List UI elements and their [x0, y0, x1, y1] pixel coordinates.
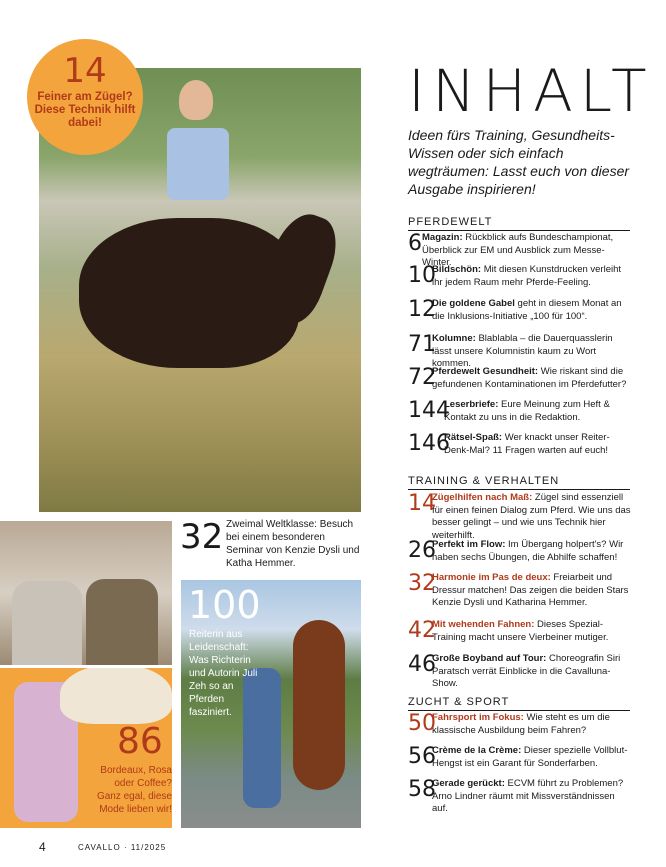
person-left [12, 581, 82, 665]
toc-entry[interactable] [408, 432, 632, 457]
toc-entry[interactable] [408, 745, 632, 770]
toc-heading: Zügelhilfen nach Maß: [432, 492, 533, 503]
feature-bubble [27, 39, 143, 155]
toc-heading: Die goldene Gabel [432, 298, 515, 309]
page-title: INHALT [408, 57, 654, 125]
caption-32-number: 32 [180, 517, 224, 557]
toc-description: Eure Meinung zum Heft & Kontakt zu uns in die Redaktion. [444, 399, 610, 423]
toc-page: 46 [408, 652, 436, 677]
caption-100-text: Reiterin aus Leidenschaft: Was Richterin und Autorin Juli Zeh so an Pferden fasziniert. [189, 629, 258, 718]
toc-description: Zügel sind essenziell für einen feinen Dialog zum Pferd. Wie uns das besser gelingt – und wie uns Technik hier weiterhilft. [432, 492, 631, 541]
toc-description: Wie steht es um die klassische Ausbildung beim Fahren? [432, 712, 610, 736]
chestnut-horse [293, 620, 345, 790]
photo-two-riders [0, 521, 172, 665]
toc-page: 50 [408, 711, 436, 736]
toc-page: 10 [408, 263, 436, 288]
toc-description: Dieser spezielle Vollblut-Hengst ist ein Garant für Sonderfarben. [432, 745, 628, 769]
toc-description: Dieses Spezial-Training macht unsere Vierbeiner mutiger. [432, 619, 609, 643]
rider-figure [167, 128, 229, 200]
toc-page: 72 [408, 365, 436, 390]
toc-heading: Große Boyband auf Tour: [432, 653, 547, 664]
toc-description: Rückblick aufs Bundeschampionat, Überblick zur EM und Ausblick zum Messe-Winter. [422, 232, 614, 268]
toc-description: Choreografin Siri Paratsch verrät Einblicke in die Cavalluna-Show. [432, 653, 621, 689]
toc-description: Blablabla – die Dauerquasslerin lässt unsere Kolumnistin kaum zu Wort kommen. [432, 333, 613, 369]
toc-entry[interactable] [408, 712, 632, 737]
caption-86-number: 86 [117, 721, 163, 762]
intro-text: Ideen fürs Training, Gesundheits-Wissen oder sich einfach wegträumen: Lasst euch von dieser Ausgabe inspirieren! [408, 127, 630, 197]
toc-entry[interactable] [408, 539, 632, 564]
toc-description: Wer knackt unser Reiter-Denk-Mal? 11 Fragen warten auf euch! [444, 432, 610, 456]
cap-item [60, 668, 172, 724]
toc-description: Mit diesen Kunstdrucken verleiht ihr jedem Raum mehr Pferde-Feeling. [432, 264, 622, 288]
toc-page: 6 [408, 231, 422, 256]
toc-entry[interactable] [408, 333, 632, 371]
bubble-number: 14 [63, 51, 107, 91]
toc-heading: Gerade gerückt: [432, 778, 505, 789]
toc-entry[interactable] [408, 264, 632, 289]
toc-heading: Leserbriefe: [444, 399, 499, 410]
toc-entry[interactable] [408, 399, 632, 424]
toc-page: 12 [408, 297, 436, 322]
toc-page: 56 [408, 744, 436, 769]
toc-entry[interactable] [408, 653, 632, 691]
toc-heading: Bildschön: [432, 264, 482, 275]
toc-heading: Rätsel-Spaß: [444, 432, 503, 443]
rider-head [179, 80, 213, 120]
toc-description: Freiarbeit und Dressur matchen! Das zeigen die beiden Stars Kenzie Dysli und Katharina Hemmer. [432, 572, 629, 608]
toc-heading: Fahrsport im Fokus: [432, 712, 524, 723]
toc-heading: Crème de la Crème: [432, 745, 522, 756]
toc-description: Im Übergang holpert's? Wir haben sechs Übungen, die Abhilfe schaffen! [432, 539, 624, 563]
toc-heading: Magazin: [422, 232, 463, 243]
caption-100-number: 100 [188, 583, 261, 627]
toc-entry[interactable] [408, 572, 632, 610]
magazine-issue: CAVALLO · 11/2025 [78, 843, 167, 852]
toc-heading: Kolumne: [432, 333, 476, 344]
bubble-text: Feiner am Zügel? Diese Technik hilft dabei! [34, 91, 136, 129]
toc-entry[interactable] [408, 298, 632, 323]
toc-page: 14 [408, 491, 436, 516]
toc-page: 58 [408, 777, 436, 802]
toc-description: ECVM führt zu Problemen? Arno Lindner räumt mit Missverständnissen auf. [432, 778, 624, 814]
toc-description: geht in diesem Monat an die Inklusions-Initiative „100 für 100“. [432, 298, 622, 322]
toc-page: 42 [408, 618, 436, 643]
toc-page: 71 [408, 332, 436, 357]
toc-heading: Pferdewelt Gesundheit: [432, 366, 539, 377]
toc-page: 26 [408, 538, 436, 563]
toc-heading: Mit wehenden Fahnen: [432, 619, 535, 630]
section-title-training: TRAINING & VERHALTEN [408, 475, 630, 490]
toc-entry[interactable] [408, 366, 632, 391]
caption-32-text: Zweimal Weltklasse: Besuch bei einem besonderen Seminar von Kenzie Dysli und Katha Hemmer. [226, 519, 360, 569]
toc-description: Wie riskant sind die gefundenen Kontaminationen im Pferdefutter? [432, 366, 627, 390]
toc-entry[interactable] [408, 619, 632, 644]
person-right [86, 579, 158, 665]
section-title-pferdewelt: PFERDEWELT [408, 216, 630, 231]
toc-entry[interactable] [408, 778, 632, 816]
section-title-zucht: ZUCHT & SPORT [408, 696, 630, 711]
toc-heading: Harmonie im Pas de deux: [432, 572, 551, 583]
toc-heading: Perfekt im Flow: [432, 539, 506, 550]
toc-entry[interactable] [408, 492, 632, 542]
toc-page: 32 [408, 571, 436, 596]
toc-page: 146 [408, 431, 450, 456]
toc-page: 144 [408, 398, 450, 423]
page-number: 4 [39, 840, 46, 854]
caption-86-text: Bordeaux, Rosa oder Coffee? Ganz egal, diese Mode lieben wir! [96, 765, 172, 815]
